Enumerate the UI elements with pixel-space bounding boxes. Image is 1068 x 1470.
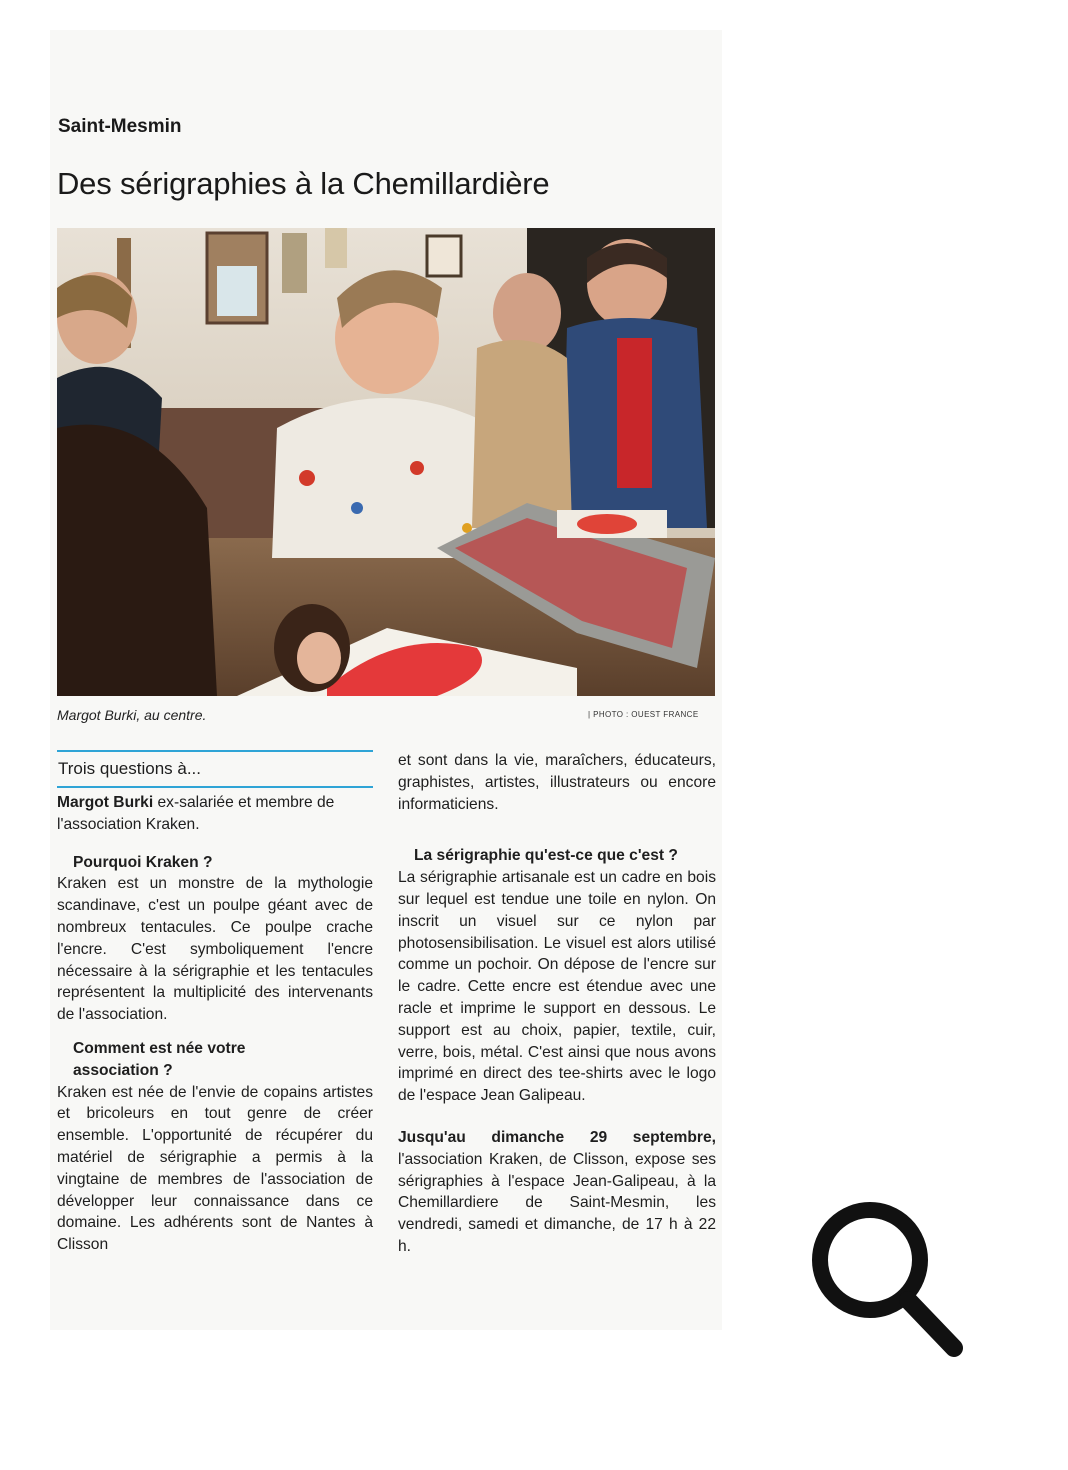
question-3: La sérigraphie qu'est-ce que c'est ? bbox=[414, 847, 678, 865]
question-1: Pourquoi Kraken ? bbox=[73, 853, 213, 871]
answer-2-continued: et sont dans la vie, maraîchers, éducateurs, graphistes, artistes, illustrateurs ou encore informaticiens. bbox=[398, 752, 716, 813]
interviewee-name: Margot Burki bbox=[57, 794, 154, 811]
answer-3: La sérigraphie artisanale est un cadre en bois sur lequel est tendue une toile en nylon. On inscrit un visuel sur ce nylon par photosensibilisation. Le visuel est alors utilisé comme un pochoir. On dépose de l'encre sur le cadre. Cette encre est étendue avec une racle et imprime le support en dessous. Le support est au choix, papier, textile, cuir, verre, bois, métal. C'est ainsi que nous avons imprimé en direct des tee-shirts avec le logo de l'espace Jean Galipeau. bbox=[398, 869, 716, 1105]
article-column-right bbox=[398, 750, 716, 1258]
answer-1: Kraken est un monstre de la mythologie scandinave, c'est un poulpe géant avec de nombreux tentacules. Ce poulpe crache l'encre. C'est symboliquement l'encre nécessaire à la sérigraphie et les tentacules représentent la multiplicité des intervenants de l'association. bbox=[57, 875, 373, 1024]
event-dates: Jusqu'au dimanche 29 septembre, bbox=[398, 1128, 716, 1146]
photo-illustration bbox=[57, 228, 715, 696]
article-photo bbox=[57, 228, 715, 696]
article-headline: Des sérigraphies à la Chemillardière bbox=[57, 166, 550, 201]
article-kicker: Saint-Mesmin bbox=[58, 116, 182, 137]
interview-box-title: Trois questions à... bbox=[57, 750, 373, 788]
answer-2: Kraken est née de l'envie de copains artistes et bricoleurs en tout genre de créer ensemble. L'opportunité de récupérer du matériel de sérigraphie a permis à la vingtaine de membres de l'association de développer leur connaissance dans ce domaine. Les adhérents sont de Nantes à Clisson bbox=[57, 1083, 373, 1254]
event-info bbox=[398, 1127, 716, 1258]
interview-intro bbox=[57, 792, 373, 836]
photo-caption: Margot Burki, au centre. bbox=[57, 707, 207, 723]
magnifier-glyph bbox=[806, 1194, 966, 1364]
question-2: Comment est née votre association ? bbox=[73, 1039, 246, 1079]
interviewee-description: ex-salariée et membre de l'association Kraken. bbox=[57, 794, 335, 833]
search-icon[interactable] bbox=[806, 1194, 966, 1364]
article-column-left bbox=[57, 750, 373, 1256]
event-details: l'association Kraken, de Clisson, expose ses sérigraphies à l'espace Jean-Galipeau, à la Chemillardiere de Saint-Mesmin, les vendredi, samedi et dimanche, de 17 h à 22 h. bbox=[398, 1150, 716, 1255]
photo-credit: | PHOTO : OUEST FRANCE bbox=[588, 710, 699, 719]
